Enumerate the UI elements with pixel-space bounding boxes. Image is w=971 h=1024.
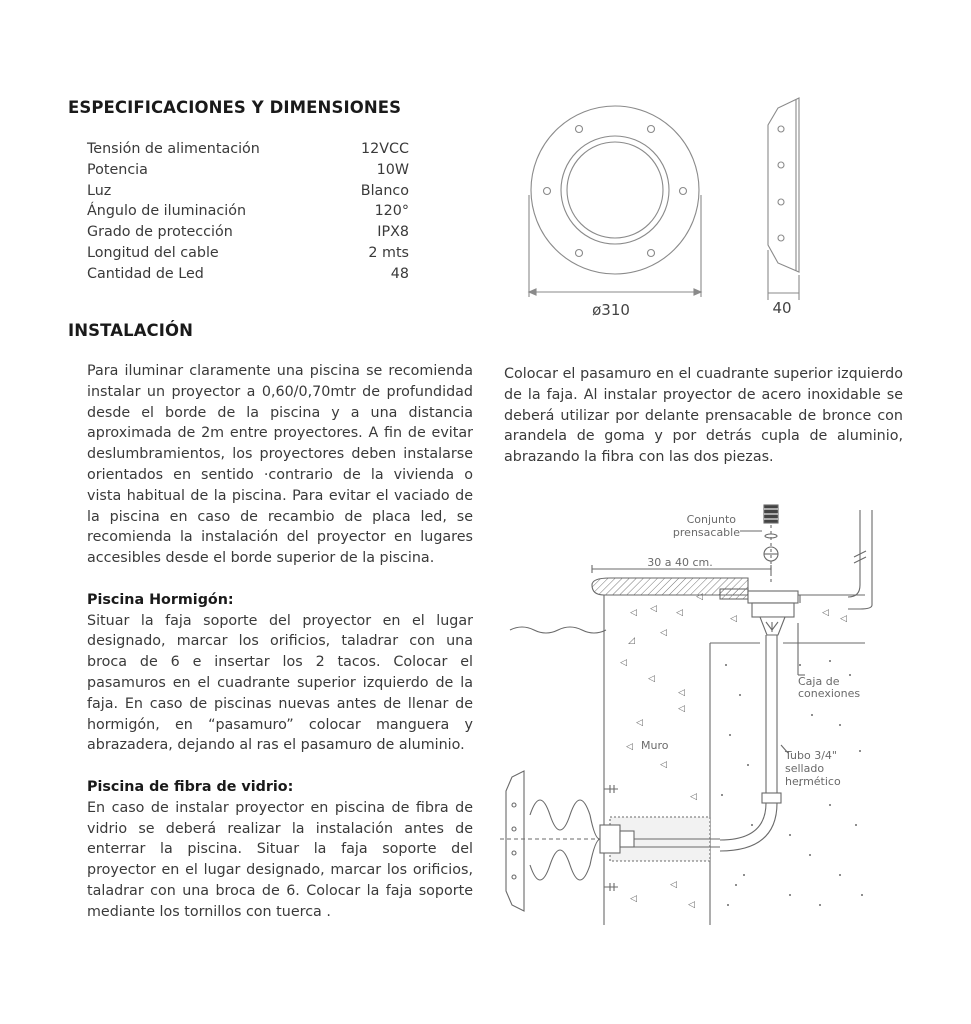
spec-label: Ángulo de iluminación: [87, 203, 247, 220]
svg-text:◁: ◁: [678, 688, 685, 698]
concrete-subheading: Piscina Hormigón:: [87, 591, 234, 608]
spec-value: 10W: [376, 161, 409, 178]
svg-text:◁: ◁: [678, 704, 685, 714]
svg-text:◁: ◁: [620, 658, 627, 668]
right-paragraph: Colocar el pasamuro en el cuadrante superior izquierdo de la faja. Al instalar proyector de acero inoxidable se deberá utilizar por delante prensacable de bronce con arandela de goma y por detrás cupla de aluminio, abrazando la fibra con las dos piezas.: [504, 366, 903, 466]
spec-row: [87, 181, 409, 202]
svg-text:◁: ◁: [670, 880, 677, 890]
svg-text:◁: ◁: [688, 900, 695, 910]
spec-label: Potencia: [87, 161, 148, 178]
spec-label: Grado de protección: [87, 224, 233, 241]
svg-text:◁: ◁: [660, 628, 667, 638]
tubo-label-2: sellado: [785, 762, 825, 775]
spec-row: [87, 243, 409, 264]
spec-table: [87, 139, 409, 285]
svg-text:◁: ◁: [690, 792, 697, 802]
fiber-paragraph: En caso de instalar proyector en piscina de fibra de vidrio se deberá realizar la instalación antes de enterrar la piscina. Situar la faja soporte del proyector en el lugar designado, marcar los orificios, taladrar con una broca de 6. Colocar la faja soporte mediante los tornillos con tuerca .: [87, 799, 473, 920]
svg-text:◁: ◁: [626, 742, 633, 752]
front-view-drawing: [520, 95, 710, 325]
installation-diagram: [500, 495, 900, 935]
spec-label: Longitud del cable: [87, 244, 219, 261]
concrete-paragraph: Situar la faja soporte del proyector en el lugar designado, marcar los orificios, taladrar con una broca de 6 e insertar los 2 tacos. Colocar el pasamuros en el cuadrante superior izquierdo de la faja. En caso de piscinas nuevas antes de llenar de hormigón, en “pasamuro” colocar manguera y abrazadera, dejando al ras el pasamuro de aluminio.: [87, 612, 473, 754]
spec-value: IPX8: [377, 224, 409, 241]
muro-label: Muro: [641, 739, 669, 752]
spec-value: 48: [390, 265, 409, 282]
diameter-label: ø310: [592, 301, 630, 319]
conjunto-label-1: Conjunto: [686, 513, 736, 526]
tubo-label-3: hermético: [785, 775, 841, 788]
conjunto-label-2: prensacable: [672, 526, 740, 539]
spec-value: 2 mts: [368, 244, 409, 261]
svg-text:◁: ◁: [650, 604, 657, 614]
svg-text:◁: ◁: [648, 674, 655, 684]
intro-paragraph: Para iluminar claramente una piscina se recomienda instalar un proyector a 0,60/0,70mtr de profundidad desde el borde de la piscina y a una distancia aproximada de 2m entre proyectores. A fin de evitar deslumbramientos, los proyectores deben instalarse orientados en sentido ·contrario de la vivienda o vista habitual de la piscina. Para evitar el vaciado de la piscina en caso de recambio de placa led, se recomienda la instalación del proyector en lugares accesibles desde el borde superior de la piscina.: [87, 363, 473, 567]
fiber-subheading: Piscina de fibra de vidrio:: [87, 778, 294, 795]
svg-text:◁: ◁: [840, 614, 847, 624]
installation-right-column: [504, 364, 903, 468]
svg-text:◁: ◁: [630, 608, 637, 618]
svg-text:◿: ◿: [628, 636, 635, 646]
spec-row: [87, 139, 409, 160]
svg-text:◁: ◁: [730, 614, 737, 624]
svg-text:◁: ◁: [630, 894, 637, 904]
tubo-label-1: Tubo 3/4": [785, 749, 837, 762]
installation-heading: INSTALACIÓN: [68, 321, 194, 340]
svg-text:◁: ◁: [822, 608, 829, 618]
svg-text:◁: ◁: [676, 608, 683, 618]
svg-text:◁: ◁: [636, 718, 643, 728]
spec-label: Luz: [87, 182, 112, 199]
caja-label-1: Caja de: [798, 675, 840, 688]
spec-row: [87, 160, 409, 181]
specs-heading: ESPECIFICACIONES Y DIMENSIONES: [68, 98, 402, 117]
spec-row: [87, 201, 409, 222]
spec-value: 120°: [374, 203, 409, 220]
side-view-drawing: [760, 95, 810, 325]
spec-row: [87, 222, 409, 243]
caja-label-2: conexiones: [798, 687, 861, 700]
spec-label: Tensión de alimentación: [87, 141, 260, 157]
spec-row: [87, 264, 409, 285]
depth-label: 40: [772, 299, 792, 317]
distance-label: 30 a 40 cm.: [647, 556, 713, 569]
installation-left-column: [87, 361, 473, 923]
svg-text:◁: ◁: [660, 760, 667, 770]
svg-text:◁: ◁: [696, 592, 703, 602]
spec-label: Cantidad de Led: [87, 265, 204, 282]
spec-value: Blanco: [360, 182, 409, 199]
spec-value: 12VCC: [361, 141, 409, 157]
